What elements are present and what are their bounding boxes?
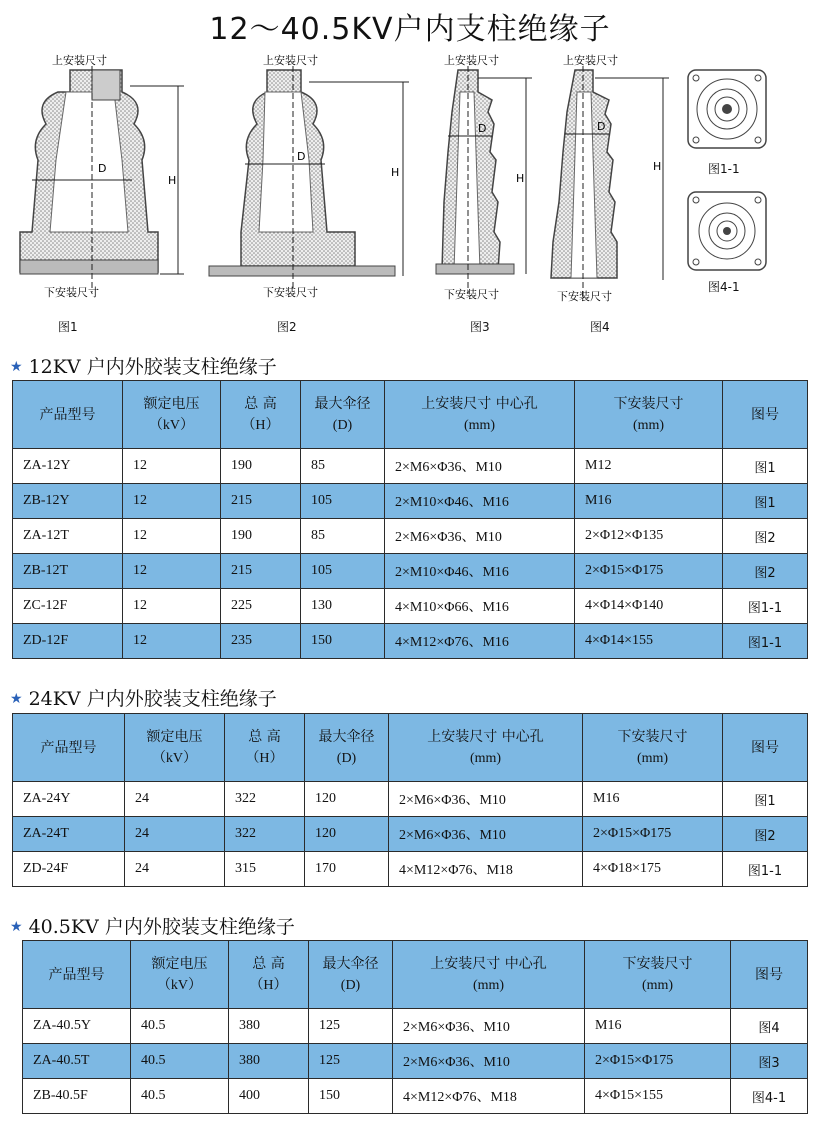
d-label: D [297,150,306,163]
figure-4-1-caption: 图4-1 [708,280,740,294]
table-row: ZA-24T 24 322 120 2×M6×Φ36、M10 2×Φ15×Φ175 图2 [13,817,808,852]
header-upper-mount: 上安装尺寸 中心孔 (mm) [385,381,575,449]
star-icon: ★ [10,359,23,375]
header-voltage: 额定电压 （kV） [123,381,221,449]
top-mount-label: 上安装尺寸 [263,54,318,67]
figure-4-1-drawing [686,190,768,272]
figure-2-caption: 图2 [277,320,297,334]
table-row: ZB-40.5F 40.5 400 150 4×M12×Φ76、M18 4×Φ15×155 图4-1 [23,1079,808,1114]
table-row: ZD-12F 12 235 150 4×M12×Φ76、M16 4×Φ14×155 图1-1 [13,624,808,659]
header-upper-mount: 上安装尺寸 中心孔 (mm) [393,941,585,1009]
top-mount-label: 上安装尺寸 [444,54,499,67]
d-label: D [98,162,107,175]
table-24kv [12,713,808,887]
figure-3-caption: 图3 [470,320,490,334]
figure-2-drawing [205,52,420,300]
header-lower-mount: 下安装尺寸 (mm) [585,941,731,1009]
d-label: D [478,122,487,135]
top-mount-label: 上安装尺寸 [52,54,107,67]
top-mount-label: 上安装尺寸 [563,54,618,67]
header-diameter: 最大伞径 (D) [305,714,389,782]
table-row: ZB-12Y 12 215 105 2×M10×Φ46、M16 M16 图1 [13,484,808,519]
section-title-12kv: ★ 12KV 户内外胶装支柱绝缘子 [10,356,277,378]
table-row: ZA-40.5Y 40.5 380 125 2×M6×Φ36、M10 M16 图4 [23,1009,808,1044]
header-height: 总 高 （H） [225,714,305,782]
figure-1-caption: 图1 [58,320,78,334]
header-voltage: 额定电压 （kV） [125,714,225,782]
header-figure: 图号 [723,381,808,449]
table-row: ZA-12T 12 190 85 2×M6×Φ36、M10 2×Φ12×Φ135 图2 [13,519,808,554]
header-diameter: 最大伞径 (D) [301,381,385,449]
h-label: H [168,174,177,187]
header-height: 总 高 （H） [229,941,309,1009]
header-model: 产品型号 [13,714,125,782]
table-row: ZB-12T 12 215 105 2×M10×Φ46、M16 2×Φ15×Φ175 图2 [13,554,808,589]
header-upper-mount: 上安装尺寸 中心孔 (mm) [389,714,583,782]
table-40-5kv [22,940,808,1114]
figure-1-1-caption: 图1-1 [708,162,740,176]
h-label: H [653,160,662,173]
header-diameter: 最大伞径 (D) [309,941,393,1009]
header-height: 总 高 （H） [221,381,301,449]
figure-4-caption: 图4 [590,320,610,334]
page-title: 12～40.5KV户内支柱绝缘子 [209,12,611,47]
section-title-40-5kv: ★ 40.5KV 户内外胶装支柱绝缘子 [10,916,295,938]
table-row: ZD-24F 24 315 170 4×M12×Φ76、M18 4×Φ18×175 图1-1 [13,852,808,887]
star-icon: ★ [10,691,23,707]
header-lower-mount: 下安装尺寸 (mm) [583,714,723,782]
table-12kv [12,380,808,659]
figure-1-drawing [10,52,200,300]
star-icon: ★ [10,919,23,935]
header-figure: 图号 [731,941,808,1009]
figure-1-1-drawing [686,68,768,150]
header-model: 产品型号 [13,381,123,449]
figure-3-drawing [430,52,540,302]
bottom-mount-label: 下安装尺寸 [444,288,499,301]
figure-4-drawing [545,52,680,304]
table-row: ZA-40.5T 40.5 380 125 2×M6×Φ36、M10 2×Φ15×Φ175 图3 [23,1044,808,1079]
table-row: ZA-12Y 12 190 85 2×M6×Φ36、M10 M12 图1 [13,449,808,484]
bottom-mount-label: 下安装尺寸 [557,290,612,303]
header-voltage: 额定电压 （kV） [131,941,229,1009]
header-figure: 图号 [723,714,808,782]
h-label: H [516,172,525,185]
table-row: ZC-12F 12 225 130 4×M10×Φ66、M16 4×Φ14×Φ140 图1-1 [13,589,808,624]
header-lower-mount: 下安装尺寸 (mm) [575,381,723,449]
bottom-mount-label: 下安装尺寸 [44,286,99,299]
table-row: ZA-24Y 24 322 120 2×M6×Φ36、M10 M16 图1 [13,782,808,817]
header-model: 产品型号 [23,941,131,1009]
bottom-mount-label: 下安装尺寸 [263,286,318,299]
h-label: H [391,166,400,179]
section-title-24kv: ★ 24KV 户内外胶装支柱绝缘子 [10,688,277,710]
d-label: D [597,120,606,133]
